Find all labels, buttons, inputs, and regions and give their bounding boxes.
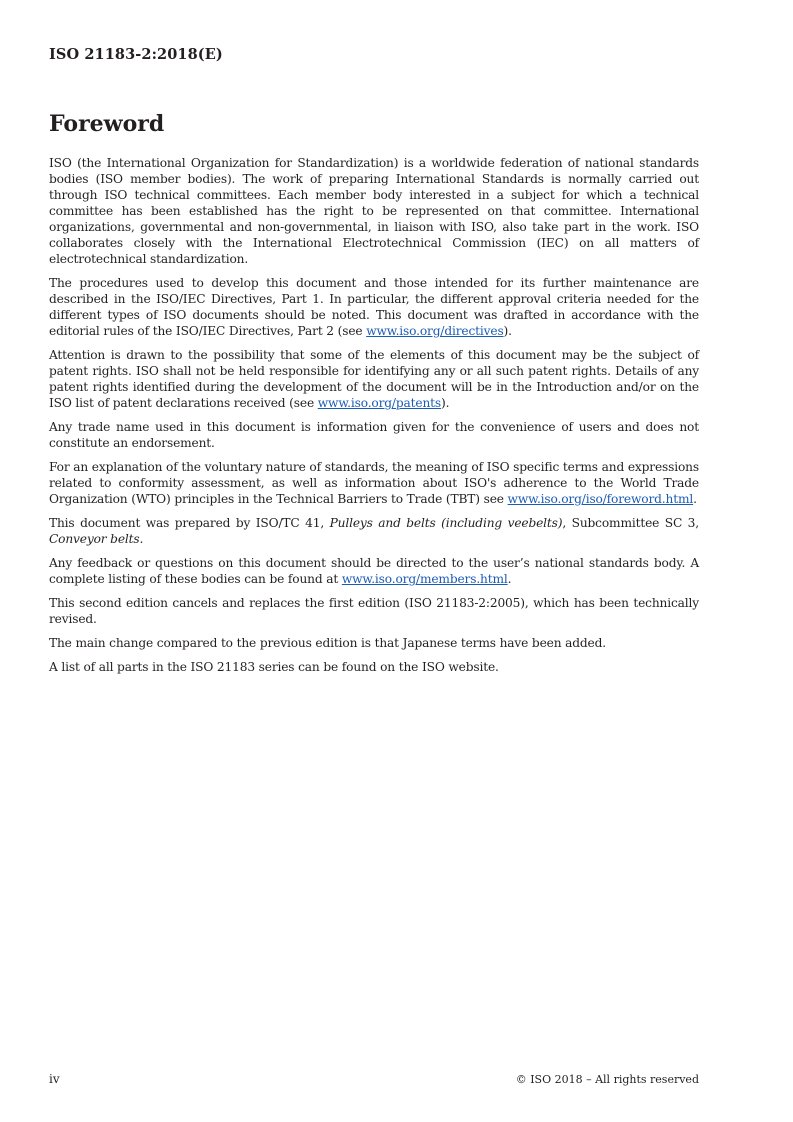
document-id-header: ISO 21183-2:2018(E) (49, 46, 223, 63)
paragraph-text: , Subcommittee SC 3, (562, 516, 699, 530)
page-number: iv (49, 1072, 60, 1086)
committee-title: Pulleys and belts (including veebelts) (329, 516, 563, 530)
paragraph-edition: This second edition cancels and replaces the first edition (ISO 21183-2:2005), which has been technically revised. (49, 596, 699, 626)
paragraph-trade-name: Any trade name used in this document is information given for the convenience of users and does not constitute an endorsement. (49, 420, 699, 450)
paragraph-feedback (49, 555, 699, 587)
paragraph-iso-intro: ISO (the International Organization for Standardization) is a worldwide federation of national standards bodies (ISO member bodies). The work of preparing International Standards is normally carried out through ISO technical committees. Each member body interested in a subject for which a technical committee has been established has the right to be represented on that committee. International organizations, governmental and non-governmental, in liaison with ISO, also take part in the work. ISO collaborates closely with the International Electrotechnical Commission (IEC) on all matters of electrotechnical standardization. (49, 156, 699, 266)
paragraph-procedures (49, 275, 699, 339)
paragraph-text: Any feedback or questions on this document should be directed to the user’s national standards body. A complete listing of these bodies can be found at (49, 556, 699, 586)
paragraph-text: For an explanation of the voluntary nature of standards, the meaning of ISO specific terms and expressions related to conformity assessment, as well as information about ISO's adherence to the World Trade Organization (WTO) principles in the Technical Barriers to Trade (TBT) see (49, 460, 699, 506)
paragraph-voluntary-nature (49, 459, 699, 507)
paragraph-text: This document was prepared by ISO/TC 41, (49, 516, 330, 530)
members-link[interactable]: www.iso.org/members.html (341, 572, 508, 586)
paragraph-text: ). (441, 396, 450, 410)
foreword-body (49, 155, 699, 683)
paragraph-patent-rights (49, 347, 699, 411)
subcommittee-title: Conveyor belts (49, 532, 140, 546)
paragraph-text: . (507, 572, 512, 586)
paragraph-text: Attention is drawn to the possibility that some of the elements of this document may be the subject of patent rights. ISO shall not be held responsible for identifying any or all such patent rights. Details of any patent rights identified during the development of the document will be in the Introduction and/or on the ISO list of patent declarations received (see (49, 348, 699, 410)
page-title: Foreword (49, 111, 165, 137)
paragraph-main-change: The main change compared to the previous edition is that Japanese terms have been added. (49, 636, 606, 650)
paragraph-prepared-by (49, 515, 699, 547)
patents-link[interactable]: www.iso.org/patents (317, 396, 442, 410)
paragraph-text: . (139, 532, 144, 546)
copyright-notice: © ISO 2018 – All rights reserved (515, 1073, 699, 1086)
paragraph-text: The procedures used to develop this document and those intended for its further maintenance are described in the ISO/IEC Directives, Part 1. In particular, the different approval criteria needed for the different types of ISO documents should be noted. This document was drafted in accordance with the editorial rules of the ISO/IEC Directives, Part 2 (see (49, 276, 699, 338)
paragraph-parts-list: A list of all parts in the ISO 21183 series can be found on the ISO website. (49, 660, 499, 674)
paragraph-text: . (693, 492, 697, 506)
foreword-link[interactable]: www.iso.org/iso/foreword.html (507, 492, 694, 506)
paragraph-text: ). (503, 324, 512, 338)
directives-link[interactable]: www.iso.org/directives (366, 324, 504, 338)
